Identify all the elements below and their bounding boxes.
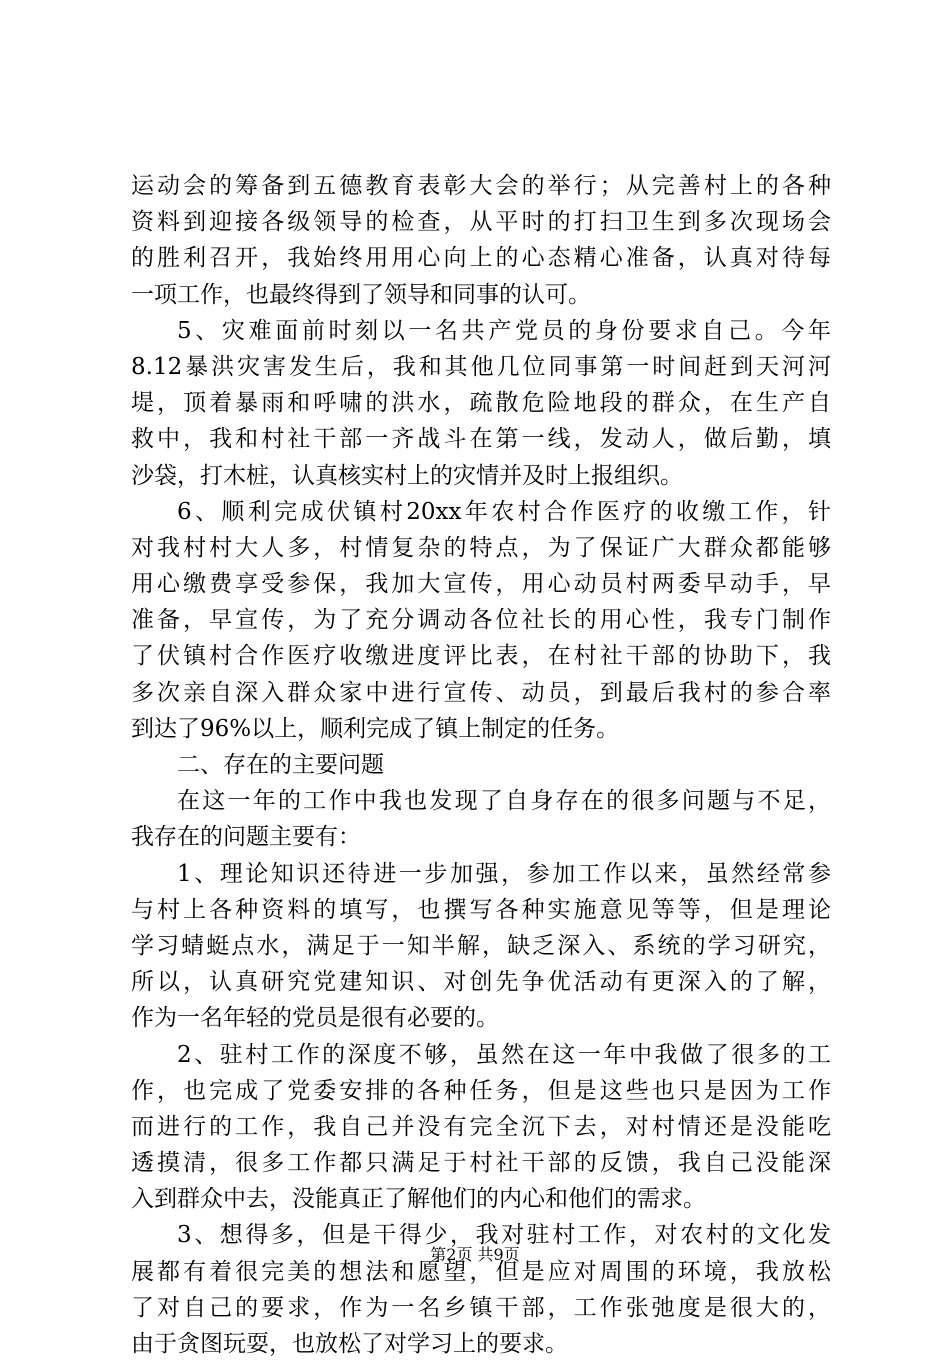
text-line: 运动会的筹备到五德教育表彰大会的举行；从完善村上的各种 [131,173,831,199]
text-line: 对我村村大人多，村情复杂的特点，为了保证广大群众都能够 [131,534,831,561]
text-line: 作为一名年轻的党员是很有必要的。 [131,1005,499,1032]
text-line: 1、理论知识还待进一步加强，参加工作以来，虽然经常参 [177,860,831,887]
text-line: 了对自己的要求，作为一名乡镇干部，工作张弛度是很大的， [131,1294,831,1321]
text-line: 的胜利召开，我始终用用心向上的心态精心准备，认真对待每 [131,245,831,272]
text-line: 8.12暴洪灾害发生后，我和其他几位同事第一时间赶到天河河 [131,353,831,380]
text-line: 所以，认真研究党建知识、对创先争优活动有更深入的了解， [131,969,831,996]
text-line: 二、存在的主要问题 [177,752,384,778]
text-line: 2、驻村工作的深度不够，虽然在这一年中我做了很多的工 [177,1041,831,1068]
text-line: 多次亲自深入群众家中进行宣传、动员，到最后我村的参合率 [131,679,831,706]
text-line: 资料到迎接各级领导的检查，从平时的打扫卫生到多次现场会 [131,209,831,236]
text-line: 3、想得多，但是干得少，我对驻村工作，对农村的文化发 [177,1222,831,1249]
text-line: 由于贪图玩耍，也放松了对学习上的要求。 [131,1331,568,1357]
text-line: 准备，早宣传，为了充分调动各位社长的用心性，我专门制作 [131,607,831,634]
text-line: 堤，顶着暴雨和呼啸的洪水，疏散危险地段的群众，在生产自 [131,390,831,417]
text-line: 了伏镇村合作医疗收缴进度评比表，在村社干部的协助下，我 [131,643,831,670]
text-line: 5、灾难面前时刻以一名共产党员的身份要求自己。今年 [177,317,831,344]
page-footer: 第2页 共9页 [430,1245,520,1264]
text-line: 救中，我和村社干部一齐战斗在第一线，发动人，做后勤，填 [131,426,831,453]
text-line: 展都有着很完美的想法和愿望，但是应对周围的环境，我放松 [131,1258,831,1285]
text-line: 到达了96%以上，顺利完成了镇上制定的任务。 [131,715,620,742]
text-line: 而进行的工作，我自己并没有完全沉下去，对村情还是没能吃 [131,1113,831,1140]
text-line: 作，也完成了党委安排的各种任务，但是这些也只是因为工作 [131,1077,831,1104]
text-line: 我存在的问题主要有： [131,824,361,851]
text-line: 透摸清，很多工作都只满足于村社干部的反馈，我自己没能深 [131,1150,831,1177]
text-line: 入到群众中去，没能真正了解他们的内心和他们的需求。 [131,1186,706,1213]
text-line: 一项工作，也最终得到了领导和同事的认可。 [131,281,591,308]
document-body [131,168,831,1362]
text-line: 6、顺利完成伏镇村20xx年农村合作医疗的收缴工作，针 [177,498,831,525]
text-line: 沙袋，打木桩，认真核实村上的灾情并及时上报组织。 [131,462,683,489]
text-line: 学习蜻蜓点水，满足于一知半解，缺乏深入、系统的学习研究， [131,932,831,959]
text-line: 用心缴费享受参保，我加大宣传，用心动员村两委早动手，早 [131,571,831,598]
text-line: 与村上各种资料的填写，也撰写各种实施意见等等，但是理论 [131,896,831,923]
text-line: 在这一年的工作中我也发现了自身存在的很多问题与不足， [177,788,831,815]
